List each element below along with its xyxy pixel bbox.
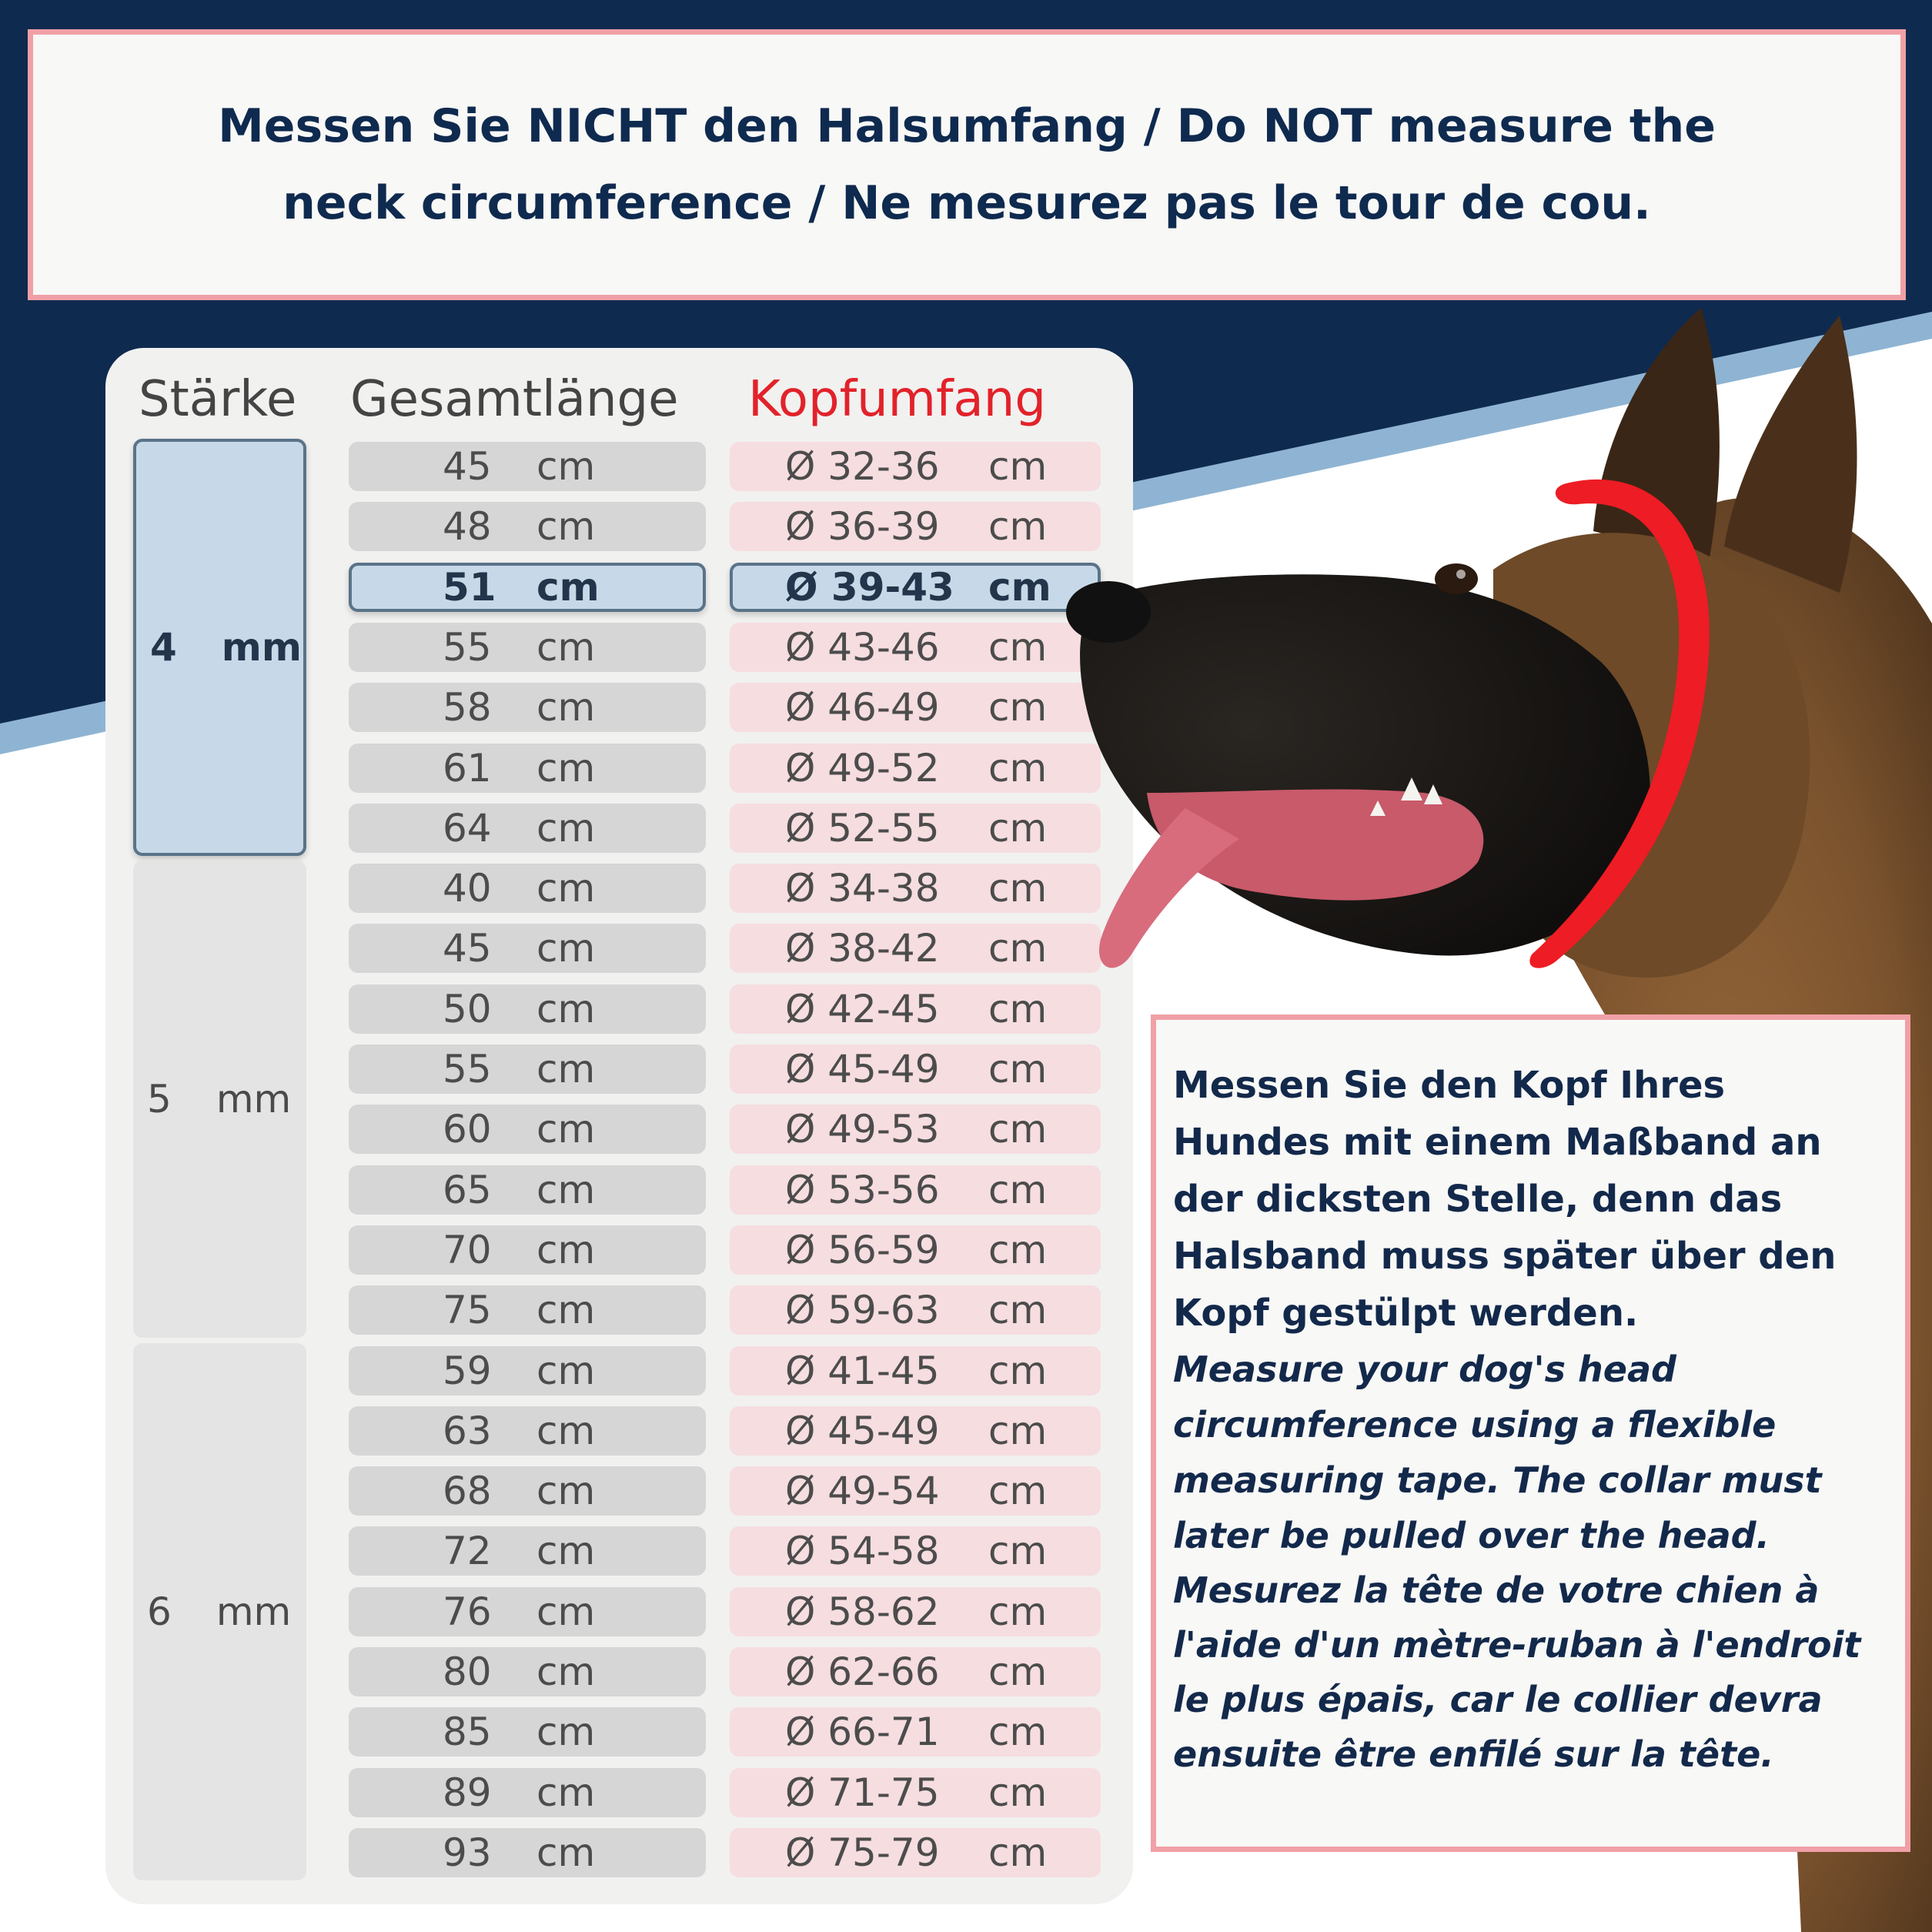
unit-label: cm <box>536 564 600 610</box>
head-range-value: Ø 42-45 <box>785 986 940 1031</box>
unit-label: cm <box>988 564 1051 610</box>
length-cell <box>349 1707 706 1757</box>
length-value: 55 <box>443 1047 492 1091</box>
length-value: 72 <box>443 1529 492 1574</box>
length-value: 75 <box>443 1288 492 1333</box>
length-value: 68 <box>443 1469 492 1514</box>
head-range-value: Ø 46-49 <box>785 685 940 730</box>
unit-label: cm <box>536 866 596 911</box>
head-range-value: Ø 41-45 <box>785 1348 940 1393</box>
thickness-group-3 <box>133 1343 306 1880</box>
thickness-value: 6 <box>147 1589 172 1634</box>
head-range-value: Ø 49-53 <box>785 1107 940 1152</box>
head-range-value: Ø 71-75 <box>785 1770 940 1815</box>
unit-label: cm <box>988 1469 1048 1514</box>
thickness-label <box>147 1077 291 1121</box>
length-value: 45 <box>443 926 492 971</box>
unit-label: cm <box>536 1348 596 1393</box>
thickness-value: 5 <box>147 1077 172 1122</box>
length-cell <box>349 1105 706 1154</box>
unit-label: cm <box>536 624 596 670</box>
unit-label: cm <box>988 685 1048 730</box>
length-cell <box>349 924 706 973</box>
unit-label: cm <box>988 926 1048 971</box>
unit-label: cm <box>988 624 1048 670</box>
length-value: 40 <box>443 866 492 911</box>
instructions-german: Messen Sie den Kopf Ihres Hundes mit einem Maßband an der dicksten Stelle, denn das Halsband muss später über den Kopf gestülpt werden. <box>1173 1064 1837 1335</box>
unit-label: cm <box>536 1650 596 1694</box>
head-circumference-cell <box>730 1828 1101 1877</box>
instructions-english: Measure your dog's head circumference using a flexible measuring tape. The collar must later be pulled over the head. <box>1173 1349 1822 1556</box>
length-value: 60 <box>443 1107 492 1152</box>
length-cell <box>349 864 706 913</box>
head-range-value: Ø 53-56 <box>785 1167 940 1212</box>
instructions-box <box>1151 1014 1910 1852</box>
head-circumference-cell <box>730 1647 1101 1696</box>
thickness-group-2 <box>133 861 306 1338</box>
head-range-value: Ø 36-39 <box>785 504 940 550</box>
head-circumference-cell <box>730 1225 1101 1275</box>
head-circumference-cell <box>730 864 1101 913</box>
head-range-value: Ø 43-46 <box>785 624 940 670</box>
unit-label: cm <box>536 1710 596 1755</box>
length-cell <box>349 744 706 793</box>
head-range-value: Ø 32-36 <box>785 444 940 489</box>
head-range-value: Ø 38-42 <box>785 926 940 971</box>
dog-tongue <box>1099 808 1239 968</box>
head-range-value: Ø 45-49 <box>785 1047 940 1091</box>
length-cell <box>349 1045 706 1094</box>
length-value: 70 <box>443 1227 492 1272</box>
unit-label: cm <box>536 444 596 489</box>
head-circumference-cell <box>730 1526 1101 1576</box>
head-circumference-cell <box>730 744 1101 793</box>
length-value: 50 <box>443 986 492 1031</box>
length-value: 58 <box>443 685 492 730</box>
unit-label: cm <box>988 1167 1048 1212</box>
length-value: 64 <box>443 805 492 851</box>
unit-label: cm <box>988 1830 1048 1875</box>
unit-label: cm <box>536 1589 596 1634</box>
unit-label: cm <box>988 1710 1048 1755</box>
head-range-value: Ø 66-71 <box>785 1710 940 1755</box>
length-cell <box>349 1165 706 1215</box>
instructions-french: Mesurez la tête de votre chien à l'aide d'un mètre-ruban à l'endroit le plus épais, car le collier devra ensuite être enfilé sur la tête. <box>1173 1569 1861 1775</box>
head-range-value: Ø 58-62 <box>785 1589 940 1634</box>
head-range-value: Ø 49-54 <box>785 1469 940 1514</box>
length-value: 89 <box>443 1770 492 1815</box>
length-cell <box>349 623 706 672</box>
dog-nose <box>1066 581 1151 643</box>
unit-label: cm <box>536 1408 596 1453</box>
length-cell <box>349 984 706 1034</box>
unit-label: cm <box>988 1348 1048 1393</box>
warning-banner-text: Messen Sie NICHT den Halsumfang / Do NOT measure the neck circumference / Ne mesurez pas le tour de cou. <box>218 99 1716 230</box>
head-range-value: Ø 49-52 <box>785 745 940 791</box>
unit-label: cm <box>988 805 1048 851</box>
unit-label: cm <box>536 926 596 971</box>
head-range-value: Ø 56-59 <box>785 1227 940 1272</box>
length-value: 55 <box>443 624 492 670</box>
unit-label: cm <box>988 1650 1048 1694</box>
length-cell <box>349 1526 706 1576</box>
unit-label: cm <box>536 1227 596 1272</box>
length-value: 51 <box>443 564 496 610</box>
warning-banner <box>28 29 1906 300</box>
head-circumference-cell <box>730 804 1101 853</box>
head-range-value: Ø 59-63 <box>785 1288 940 1333</box>
head-circumference-cell <box>730 1768 1101 1817</box>
unit-label: cm <box>536 1830 596 1875</box>
unit-label: cm <box>988 504 1048 550</box>
head-circumference-cell <box>730 1346 1101 1396</box>
header-kopfumfang: Kopfumfang <box>748 371 1046 428</box>
length-cell <box>349 1466 706 1516</box>
unit-label: cm <box>536 805 596 851</box>
unit-label: cm <box>988 986 1048 1031</box>
head-circumference-cell <box>730 1045 1101 1094</box>
thickness-label <box>150 625 302 670</box>
unit-label: cm <box>536 745 596 791</box>
head-circumference-cell <box>730 623 1101 672</box>
head-range-value: Ø 39-43 <box>785 564 954 610</box>
size-chart-card <box>105 348 1133 1904</box>
head-circumference-cell <box>730 924 1101 973</box>
unit-label: cm <box>536 1770 596 1815</box>
length-cell <box>349 804 706 853</box>
head-range-value: Ø 54-58 <box>785 1529 940 1574</box>
unit-label: cm <box>536 1107 596 1152</box>
unit-label: cm <box>988 1770 1048 1815</box>
unit-label: cm <box>988 1408 1048 1453</box>
thickness-unit: mm <box>216 1589 292 1634</box>
header-gesamtlaenge: Gesamtlänge <box>350 371 679 428</box>
head-circumference-cell <box>730 442 1101 491</box>
length-cell <box>349 1828 706 1877</box>
length-cell <box>349 1768 706 1817</box>
unit-label: cm <box>988 1107 1048 1152</box>
head-range-value: Ø 62-66 <box>785 1650 940 1694</box>
length-value: 80 <box>443 1650 492 1694</box>
length-value: 65 <box>443 1167 492 1212</box>
length-value: 45 <box>443 444 492 489</box>
unit-label: cm <box>988 1589 1048 1634</box>
unit-label: cm <box>988 1047 1048 1091</box>
unit-label: cm <box>536 986 596 1031</box>
length-value: 63 <box>443 1408 492 1453</box>
head-circumference-cell <box>730 563 1101 612</box>
head-circumference-cell <box>730 1707 1101 1757</box>
thickness-unit: mm <box>221 624 302 670</box>
length-value: 48 <box>443 504 492 550</box>
unit-label: cm <box>988 1227 1048 1272</box>
length-value: 85 <box>443 1710 492 1755</box>
unit-label: cm <box>536 1529 596 1574</box>
right-ear <box>1724 316 1857 593</box>
head-range-value: Ø 75-79 <box>785 1830 940 1875</box>
head-circumference-cell <box>730 502 1101 551</box>
length-cell <box>349 1346 706 1396</box>
thickness-unit: mm <box>216 1077 292 1122</box>
length-cell <box>349 1285 706 1335</box>
unit-label: cm <box>988 745 1048 791</box>
unit-label: cm <box>536 685 596 730</box>
unit-label: cm <box>988 444 1048 489</box>
length-value: 93 <box>443 1830 492 1875</box>
unit-label: cm <box>536 1047 596 1091</box>
thickness-group-1 <box>133 439 306 856</box>
thickness-value: 4 <box>150 624 177 670</box>
length-cell <box>349 442 706 491</box>
head-circumference-cell <box>730 1165 1101 1215</box>
head-range-value: Ø 45-49 <box>785 1408 940 1453</box>
unit-label: cm <box>988 866 1048 911</box>
length-cell <box>349 1225 706 1275</box>
unit-label: cm <box>536 1469 596 1514</box>
length-value: 59 <box>443 1348 492 1393</box>
length-cell <box>349 1406 706 1456</box>
head-circumference-cell <box>730 1406 1101 1456</box>
head-range-value: Ø 52-55 <box>785 805 940 851</box>
head-circumference-cell <box>730 1285 1101 1335</box>
head-circumference-cell <box>730 1587 1101 1636</box>
length-value: 61 <box>443 745 492 791</box>
unit-label: cm <box>988 1288 1048 1333</box>
length-cell <box>349 1647 706 1696</box>
head-range-value: Ø 34-38 <box>785 866 940 911</box>
head-circumference-cell <box>730 683 1101 732</box>
dog-eye <box>1435 563 1478 594</box>
unit-label: cm <box>536 1288 596 1333</box>
length-value: 76 <box>443 1589 492 1634</box>
head-circumference-cell <box>730 1466 1101 1516</box>
thickness-label <box>147 1589 291 1634</box>
unit-label: cm <box>536 1167 596 1212</box>
header-staerke: Stärke <box>139 371 297 428</box>
head-circumference-cell <box>730 984 1101 1034</box>
unit-label: cm <box>988 1529 1048 1574</box>
length-cell <box>349 1587 706 1636</box>
length-cell <box>349 563 706 612</box>
head-circumference-cell <box>730 1105 1101 1154</box>
length-cell <box>349 683 706 732</box>
length-cell <box>349 502 706 551</box>
unit-label: cm <box>536 504 596 550</box>
